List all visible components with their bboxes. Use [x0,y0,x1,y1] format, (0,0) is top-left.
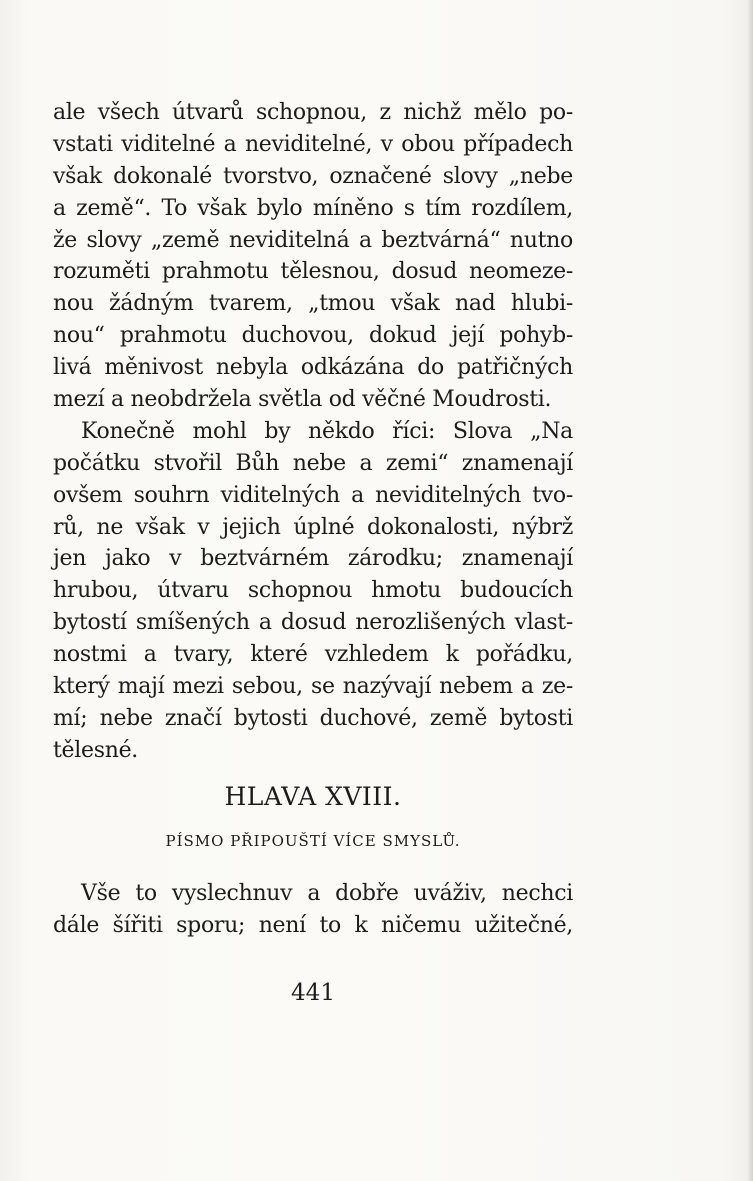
text-line: mí; nebe značí bytosti duchové, země bytosti [53,705,573,731]
body-text-top [53,97,573,767]
text-line: počátku stvořil Bůh nebe a zemi“ znamenají [53,450,573,476]
chapter-subtitle: PÍSMO PŘIPOUŠTÍ VÍCE SMYSLŮ. [165,832,461,850]
text-line: mezí a neobdržela světla od věčné Moudrosti. [53,387,552,413]
text-line: rů, ne však v jejich úplné dokonalosti, nýbrž [53,514,573,540]
text-line: dále šířiti sporu; není to k ničemu užitečné, [53,912,573,938]
text-line: rozuměti prahmotu tělesnou, dosud neomeze- [53,259,573,285]
page-number: 441 [291,980,335,1006]
text-line: nou“ prahmotu duchovou, dokud její pohyb- [53,323,573,349]
text-line: Vše to vyslechnuv a dobře uváživ, nechci [81,881,573,906]
text-line: který mají mezi sebou, se nazývají nebem a ze- [53,674,573,700]
text-line: nou žádným tvarem, „tmou však nad hlubi- [53,291,573,317]
text-line: Konečně mohl by někdo říci: Slova „Na [81,418,573,444]
text-line: jen jako v beztvárném zárodku; znamenají [53,546,573,572]
text-line: livá měnivost nebyla odkázána do patřičných [53,355,573,381]
text-line: však dokonalé tvorstvo, označené slovy „nebe [53,163,573,189]
text-line: že slovy „země neviditelná a beztvárná“ nutno [53,227,573,253]
text-line: hrubou, útvaru schopnou hmotu budoucích [53,578,573,604]
page-edge-shadow [747,0,753,1181]
chapter-title: HLAVA XVIII. [224,782,402,811]
text-line: ale všech útvarů schopnou, z nichž mělo po- [53,100,573,125]
text-line: ovšem souhrn viditelných a neviditelných tvo- [53,482,573,508]
body-text-bottom [53,878,573,942]
text-line: bytostí smíšených a dosud nerozlišených vlast- [53,610,573,636]
text-line: a země“. To však bylo míněno s tím rozdílem, [53,195,573,221]
text-line: vstati viditelné a neviditelné, v obou případech [53,131,573,157]
text-line: nostmi a tvary, které vzhledem k pořádku, [53,642,573,668]
text-line: tělesné. [53,737,138,763]
